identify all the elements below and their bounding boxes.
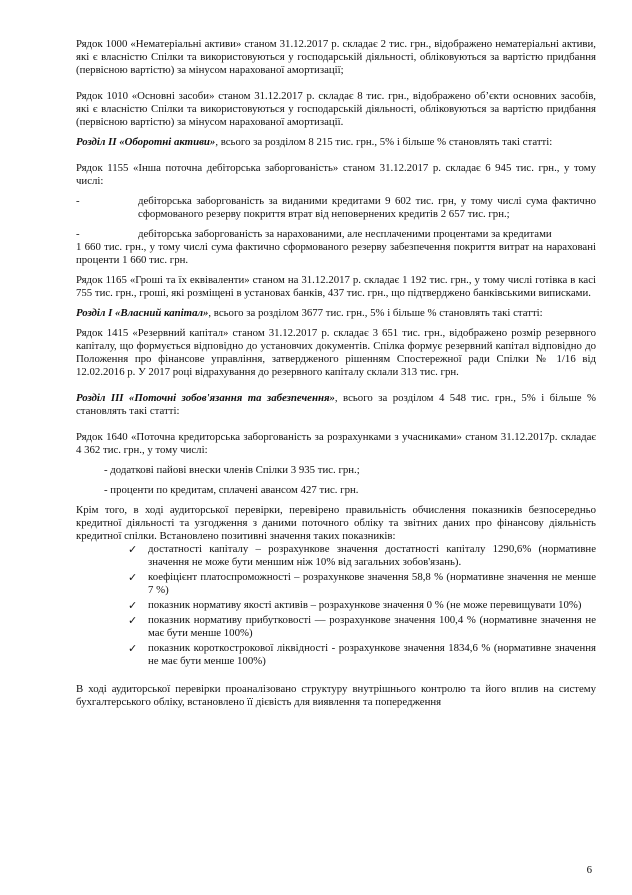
paragraph-receivables: Рядок 1155 «Інша поточна дебіторська заборгованість» станом 31.12.2017 р. складає 6 945 тис. грн., у тому числі: bbox=[76, 162, 596, 187]
paragraph-cash: Рядок 1165 «Гроші та їх еквіваленти» станом на 31.12.2017 р. складає 1 192 тис. грн., у тому числі готівка в касі 755 тис. грн., гроші, які розміщені в установах банків, 437 тис. грн., що підтверджено банківськими виписками. bbox=[76, 274, 596, 299]
page-content bbox=[76, 38, 596, 709]
list-item bbox=[128, 571, 596, 597]
check-icon: ✓ bbox=[128, 571, 138, 584]
list-item-text: показник короткострокової ліквідності - розрахункове значення 1834,6 % (нормативне значення не має бути менше 100%) bbox=[148, 642, 596, 667]
paragraph-reserve-capital: Рядок 1415 «Резервний капітал» станом 31.12.2017 р. складає 3 651 тис. грн., відображено розмір резервного капіталу, що формується відповідно до установчих документів. Спілка формує резервний капітал відповідно до Положення про фінансове управління, затвердженого рішенням Спостережної ради Спілки № 1/16 від 12.02.2016 р. У 2017 році відрахування до резервного капіталу склали 313 тис. грн. bbox=[76, 327, 596, 378]
paragraph-indicators-intro: Крім того, в ході аудиторської перевірки, перевірено правильність обчислення показників безпосередньо кредитної діяльності та узгодження з даними поточного обліку та звітних даних про фінансову діяльність кредитної спілки. Встановлено позитивні значення таких показників: bbox=[76, 504, 596, 542]
page-number: 6 bbox=[586, 864, 592, 876]
list-item bbox=[76, 195, 596, 221]
check-icon: ✓ bbox=[128, 642, 138, 655]
paragraph-fixed-assets: Рядок 1010 «Основні засоби» станом 31.12.2017 р. складає 8 тис. грн., відображено об’єкти основних засобів, які є власністю Спілки та використовуються у господарській діяльності, обліковуються за вартістю придбання (первісною вартістю) за мінусом нарахованої амортизації. bbox=[76, 90, 596, 128]
check-icon: ✓ bbox=[128, 543, 138, 556]
list-item-text: достатності капіталу – розрахункове значення достатності капіталу 1290,6% (нормативне значення не може бути меншим ніж 10% від загальних зобов'язань). bbox=[148, 543, 596, 568]
list-item bbox=[128, 543, 596, 569]
dash-bullet: - bbox=[76, 228, 80, 240]
list-item bbox=[128, 599, 596, 612]
check-icon: ✓ bbox=[128, 614, 138, 627]
section-text: , всього за розділом 3677 тис. грн., 5% і більше % становлять такі статті: bbox=[208, 307, 543, 319]
section-text: , всього за розділом 8 215 тис. грн., 5% і більше % становлять такі статті: bbox=[215, 136, 553, 148]
section-equity bbox=[76, 307, 596, 320]
check-icon: ✓ bbox=[128, 599, 138, 612]
list-item-text: показник нормативу прибутковості — розрахункове значення 100,4 % (нормативне значення не має бути менше 100%) bbox=[148, 614, 596, 639]
list-item-text: дебіторська заборгованість за нарахованими, але несплаченими процентами за кредитами bbox=[138, 228, 552, 240]
section-title: Розділ І «Власний капітал» bbox=[76, 307, 209, 319]
paragraph-internal-control: В ході аудиторської перевірки проаналізовано структуру внутрішнього контролю та його вплив на систему бухгалтерського обліку, встановлено її дієвість для виявлення та попередження bbox=[76, 683, 596, 708]
list-item-continuation: 1 660 тис. грн., у тому числі сума фактично сформованого резерву забезпечення покриття витрат на нараховані проценти 1 660 тис. грн. bbox=[76, 241, 596, 266]
paragraph-intangible-assets: Рядок 1000 «Нематеріальні активи» станом 31.12.2017 р. складає 2 тис. грн., відображено нематеріальні активи, які є власністю Спілки та використовуються у господарській діяльності, обліковуються за вартістю придбання (первісною вартістю) за мінусом нарахованої амортизації; bbox=[76, 38, 596, 76]
list-item bbox=[128, 642, 596, 668]
sub-item: - додаткові пайові внески членів Спілки 3 935 тис. грн.; bbox=[104, 464, 360, 476]
paragraph-payables: Рядок 1640 «Поточна кредиторська заборгованість за розрахунками з учасниками» станом 31.12.2017р. складає 4 362 тис. грн., у тому числі: bbox=[76, 431, 596, 456]
section-title: Розділ ІІ «Оборотні активи» bbox=[76, 136, 216, 148]
section-current-assets bbox=[76, 136, 596, 149]
section-liabilities bbox=[76, 392, 596, 418]
section-text: , всього за розділом 4 548 тис. грн., 5% і більше % становлять такі статті: bbox=[76, 392, 596, 417]
dash-bullet: - bbox=[76, 195, 80, 207]
list-item bbox=[128, 614, 596, 640]
list-item-text: показник нормативу якості активів – розрахункове значення 0 % (не може перевищувати 10%) bbox=[148, 599, 582, 611]
list-item-text: дебіторська заборгованість за виданими кредитами 9 602 тис. грн, у тому числі сума фактично сформованого резерву покриття втрат від неповернених кредитів 2 657 тис. грн.; bbox=[138, 195, 596, 220]
list-item bbox=[76, 228, 596, 241]
list-item-text: коефіцієнт платоспроможності – розрахункове значення 58,8 % (нормативне значення не менше 7 %) bbox=[148, 571, 596, 596]
indicators-list bbox=[76, 543, 596, 668]
sub-item: - проценти по кредитам, сплачені авансом 427 тис. грн. bbox=[104, 484, 359, 496]
section-title: Розділ ІІІ «Поточні зобов'язання та забезпечення» bbox=[76, 392, 335, 404]
